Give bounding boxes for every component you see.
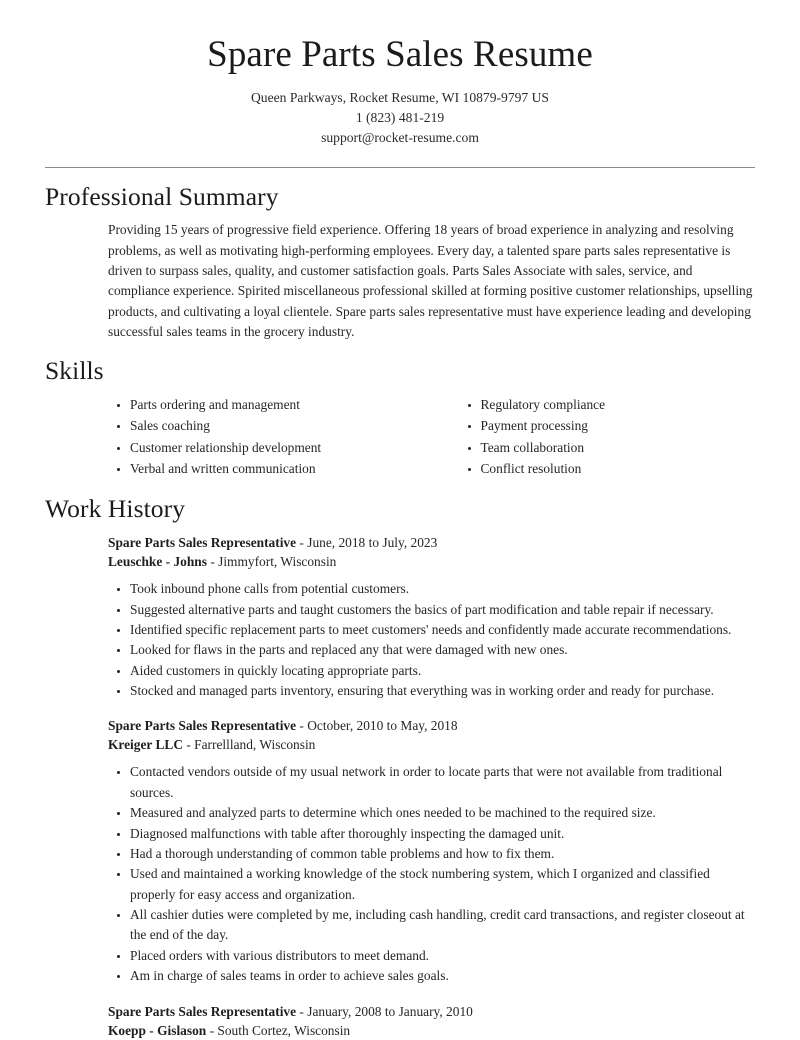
- skills-column-right: [432, 395, 756, 481]
- work-history-list: [45, 533, 755, 1040]
- skills-list-right: [459, 395, 756, 480]
- section-work-history: [45, 494, 755, 1039]
- job-bullet: • Measured and analyzed parts to determine which ones needed to be machined to the required size.: [130, 803, 755, 823]
- section-skills: [45, 356, 755, 480]
- job-company: Leuschke - Johns: [108, 554, 207, 570]
- job-bullet: • Diagnosed malfunctions with table after thoroughly inspecting the damaged unit.: [130, 824, 755, 844]
- job-dates: - June, 2018 to July, 2023: [296, 535, 438, 551]
- job-role: Spare Parts Sales Representative: [108, 535, 297, 551]
- job-bullet: • Had a thorough understanding of common table problems and how to fix them.: [130, 844, 755, 864]
- skill-item: • Parts ordering and management: [130, 395, 432, 415]
- job-dates: - October, 2010 to May, 2018: [296, 718, 458, 734]
- job-bullet-list: [108, 762, 755, 986]
- job-bullet: • Suggested alternative parts and taught customers the basics of part modification and table repair if necessary.: [130, 600, 755, 620]
- summary-body: [45, 220, 755, 342]
- job-company-line: [108, 735, 755, 754]
- job-title-line: [108, 1002, 755, 1021]
- contact-phone: 1 (823) 481-219: [355, 110, 445, 126]
- job-role: Spare Parts Sales Representative: [108, 718, 297, 734]
- skill-item: • Verbal and written communication: [130, 459, 432, 479]
- job-bullet: • Stocked and managed parts inventory, ensuring that everything was in working order and ready for purchase.: [130, 681, 755, 701]
- skill-item: • Customer relationship development: [130, 438, 432, 458]
- job-bullet: • Identified specific replacement parts to meet customers' needs and confidently made accurate recommendations.: [130, 620, 755, 640]
- job-entry: [108, 533, 755, 701]
- job-entry: [108, 1002, 755, 1040]
- job-company: Koepp - Gislason: [108, 1022, 207, 1038]
- job-location: - Farrellland, Wisconsin: [183, 737, 316, 753]
- contact-address: Queen Parkways, Rocket Resume, WI 10879-9797 US: [250, 90, 549, 106]
- skills-column-left: [108, 395, 432, 481]
- summary-text: Providing 15 years of progressive field experience. Offering 18 years of broad experience in analyzing and resolving problems, as well as motivating high-performing employees. Every day, a talented spare parts sales representative is driven to surpass sales, quality, and customer satisfaction goals. Parts Sales Associate with sales, service, and compliance experience. Spirited miscellaneous professional skilled at forming positive customer relationships, upselling products, and cultivating a loyal clientele. Spare parts sales representative must have experience leading and developing successful sales teams in the grocery industry.: [108, 222, 753, 340]
- contact-email: support@rocket-resume.com: [321, 129, 479, 145]
- job-bullet: • All cashier duties were completed by me, including cash handling, credit card transactions, and register closeout at the end of the day.: [130, 905, 755, 946]
- skill-item: • Payment processing: [481, 416, 756, 436]
- section-heading-skills: Skills: [45, 356, 104, 386]
- skill-item: • Sales coaching: [130, 416, 432, 436]
- job-company-line: [108, 1021, 755, 1040]
- job-bullet-list: [108, 579, 755, 701]
- skill-item: • Conflict resolution: [481, 459, 756, 479]
- skills-list-left: [108, 395, 432, 480]
- section-heading-summary: Professional Summary: [45, 181, 279, 211]
- job-bullet: • Looked for flaws in the parts and replaced any that were damaged with new ones.: [130, 640, 755, 660]
- job-bullet: • Took inbound phone calls from potential customers.: [130, 579, 755, 599]
- job-company-line: [108, 552, 755, 571]
- header-divider: [45, 167, 755, 168]
- job-bullet: • Am in charge of sales teams in order to achieve sales goals.: [130, 966, 755, 986]
- job-bullet: • Used and maintained a working knowledge of the stock numbering system, which I organized and classified properly for easy access and organization.: [130, 864, 755, 905]
- job-role: Spare Parts Sales Representative: [108, 1003, 297, 1019]
- section-professional-summary: [45, 182, 755, 343]
- job-title-line: [108, 533, 755, 552]
- skills-columns: [45, 395, 755, 481]
- job-location: - Jimmyfort, Wisconsin: [206, 554, 337, 570]
- job-location: - South Cortez, Wisconsin: [206, 1022, 351, 1038]
- contact-block: [45, 88, 755, 147]
- job-bullet: • Contacted vendors outside of my usual network in order to locate parts that were not available from traditional sources.: [130, 762, 755, 803]
- job-entry: [108, 716, 755, 986]
- job-bullet: • Placed orders with various distributors to meet demand.: [130, 946, 755, 966]
- page-title: Spare Parts Sales Resume: [207, 34, 593, 75]
- skill-item: • Team collaboration: [481, 438, 756, 458]
- skill-item: • Regulatory compliance: [481, 395, 756, 415]
- job-dates: - January, 2008 to January, 2010: [296, 1003, 473, 1019]
- section-heading-work-history: Work History: [45, 494, 186, 524]
- job-bullet: • Aided customers in quickly locating appropriate parts.: [130, 661, 755, 681]
- job-title-line: [108, 716, 755, 735]
- job-company: Kreiger LLC: [108, 737, 184, 753]
